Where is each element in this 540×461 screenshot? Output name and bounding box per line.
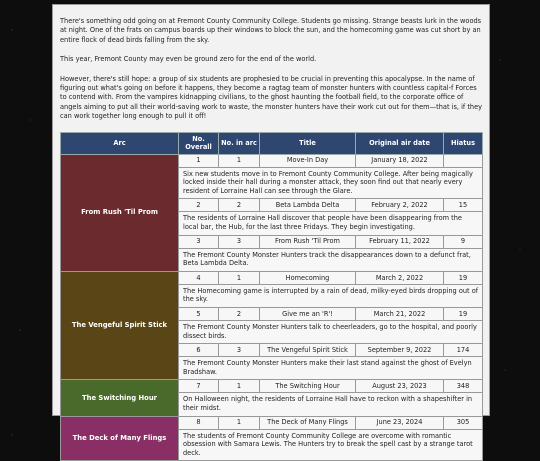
episode-title: Beta Lambda Delta bbox=[260, 199, 356, 212]
episode-in-arc-number: 1 bbox=[219, 154, 260, 167]
episode-title: The Vengeful Spirit Stick bbox=[260, 344, 356, 357]
episode-description: The residents of Lorraine Hall discover that people have been disappearing from the local bar, the Hub, for the last three Fridays. They begin investigating. bbox=[179, 212, 483, 235]
episode-description: The students of Fremont County Community College are overcome with romantic obsession with Samara Lewis. The Hunters try to break the spell cast by a strange tarot deck. bbox=[179, 429, 483, 461]
header-arc: Arc bbox=[61, 132, 179, 154]
episode-description: The Fremont County Monster Hunters track the disappearances down to a defunct frat, Beta Lambda Delta. bbox=[179, 248, 483, 271]
episode-in-arc-number: 3 bbox=[219, 344, 260, 357]
episode-hiatus: 9 bbox=[444, 235, 483, 248]
header-overall: No. Overall bbox=[179, 132, 219, 154]
table-row bbox=[61, 380, 483, 393]
header-in-arc: No. in arc bbox=[219, 132, 260, 154]
episode-overall-number: 6 bbox=[179, 344, 219, 357]
episode-overall-number: 5 bbox=[179, 308, 219, 321]
episode-title: Homecoming bbox=[260, 271, 356, 284]
intro-paragraph-1: There's something odd going on at Fremont County Community College. Students go missing. Strange beasts lurk in the woods at night. One of the frats on campus boards up their windows to block the sun, and the homecoming game was cut short by an entire flock of dead birds falling from the sky. bbox=[60, 17, 482, 44]
table-row bbox=[61, 154, 483, 167]
page bbox=[52, 4, 490, 457]
episode-air-date: February 2, 2022 bbox=[356, 199, 444, 212]
arc-name: The Vengeful Spirit Stick bbox=[61, 271, 179, 380]
episode-overall-number: 7 bbox=[179, 380, 219, 393]
episode-description: The Fremont County Monster Hunters make their last stand against the ghost of Evelyn Bradshaw. bbox=[179, 357, 483, 380]
header-hiatus: Hiatus bbox=[444, 132, 483, 154]
episode-hiatus bbox=[444, 154, 483, 167]
episode-overall-number: 2 bbox=[179, 199, 219, 212]
episode-in-arc-number: 3 bbox=[219, 235, 260, 248]
episode-description: Six new students move in to Fremont County Community College. After being magically locked inside their hall during a monster attack, they soon find out that nearly every resident of Lorraine Hall can see through the Glare. bbox=[179, 167, 483, 199]
episode-table bbox=[60, 132, 483, 461]
episode-title: The Switching Hour bbox=[260, 380, 356, 393]
intro-paragraph-2: This year, Fremont County may even be ground zero for the end of the world. bbox=[60, 55, 317, 64]
episode-in-arc-number: 2 bbox=[219, 308, 260, 321]
arc-name: The Deck of Many Flings bbox=[61, 416, 179, 461]
episode-in-arc-number: 2 bbox=[219, 199, 260, 212]
table-row bbox=[61, 271, 483, 284]
episode-title: From Rush 'Til Prom bbox=[260, 235, 356, 248]
episode-hiatus: 15 bbox=[444, 199, 483, 212]
article-content bbox=[53, 5, 489, 461]
episode-hiatus: 19 bbox=[444, 308, 483, 321]
episode-hiatus: 174 bbox=[444, 344, 483, 357]
episode-in-arc-number: 1 bbox=[219, 416, 260, 429]
arc-name: From Rush 'Til Prom bbox=[61, 154, 179, 271]
intro-paragraph-3: However, there's still hope: a group of six students are prophesied to be crucial in preventing this apocalypse. In the name of figuring out what's going on before it happens, they become a ragtag team of monster hunters with countless capital-f Forces to contend with. From the vampires kidnapping civilians, to the ghost haunting the football field, to the corporate office of angels aiming to put all their world-saving work to waste, the monster hunters have their work cut out for them—that is, if they can work together long enough to pull it off! bbox=[60, 74, 483, 121]
episode-description: The Homecoming game is interrupted by a rain of dead, milky-eyed birds dropping out of the sky. bbox=[179, 284, 483, 307]
arc-name: The Switching Hour bbox=[61, 380, 179, 416]
episode-in-arc-number: 1 bbox=[219, 271, 260, 284]
episode-air-date: March 2, 2022 bbox=[356, 271, 444, 284]
episode-air-date: February 11, 2022 bbox=[356, 235, 444, 248]
table-header-row bbox=[61, 132, 483, 154]
episode-hiatus: 348 bbox=[444, 380, 483, 393]
episode-title: Move-In Day bbox=[260, 154, 356, 167]
episode-air-date: August 23, 2023 bbox=[356, 380, 444, 393]
header-title: Title bbox=[260, 132, 356, 154]
episode-in-arc-number: 1 bbox=[219, 380, 260, 393]
episode-overall-number: 4 bbox=[179, 271, 219, 284]
episode-overall-number: 8 bbox=[179, 416, 219, 429]
episode-title: The Deck of Many Flings bbox=[260, 416, 356, 429]
episode-hiatus: 305 bbox=[444, 416, 483, 429]
episode-air-date: June 23, 2024 bbox=[356, 416, 444, 429]
episode-description: On Halloween night, the residents of Lorraine Hall have to reckon with a shapeshifter in their midst. bbox=[179, 393, 483, 416]
table-row bbox=[61, 416, 483, 429]
episode-air-date: September 9, 2022 bbox=[356, 344, 444, 357]
episode-air-date: March 21, 2022 bbox=[356, 308, 444, 321]
episode-table-body bbox=[61, 154, 483, 461]
episode-title: Give me an 'R'! bbox=[260, 308, 356, 321]
episode-description: The Fremont County Monster Hunters talk to cheerleaders, go to the hospital, and poorly dissect birds. bbox=[179, 321, 483, 344]
header-air-date: Original air date bbox=[356, 132, 444, 154]
episode-hiatus: 19 bbox=[444, 271, 483, 284]
episode-overall-number: 3 bbox=[179, 235, 219, 248]
episode-overall-number: 1 bbox=[179, 154, 219, 167]
episode-air-date: January 18, 2022 bbox=[356, 154, 444, 167]
